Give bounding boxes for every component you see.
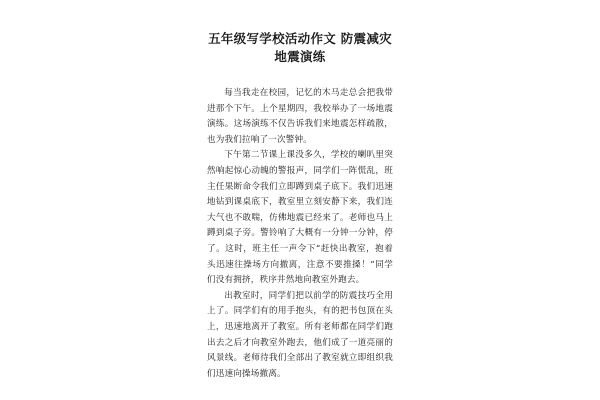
paragraph-2: 下午第二节课上课没多久，学校的喇叭里突然响起惊心动魄的警报声，同学们一阵慌乱，班主任果断命令我们立即蹲到桌子底下。我们迅速地钻到课桌底下，教室里立刻安静下来，我们连大气也不敢喘，仿佛地震已经来了。老师也马上蹲到桌子旁。警铃响了大概有一分钟一分钟，停了。这时，班主任一声令下“赶快出教室，抱着头迅速往操场方向撤离，注意不要推搡！”同学们没有拥挤，秩序井然地向教室外跑去。 (207, 150, 393, 286)
document-title: 五年级写学校活动作文 防震减灾 地震演练 (208, 31, 392, 64)
paragraph-3: 出教室时，同学们把以前学的防震技巧全用上了。同学们有的用手抱头，有的把书包顶在头上，迅速地离开了教室。所有老师都在同学们跑出去之后才向教室外跑去，他们成了一道亮丽的风景线。老师待我们全部出了教室就立即组织我们迅速向操场撤离。 (207, 290, 393, 379)
document-page (207, 30, 393, 382)
paragraph-1: 每当我走在校园，记忆的木马走总会把我带进那个下午。上个星期四，我校举办了一场地震演练。这场演练不仅告诉我们来地震怎样疏散，也为我们拉响了一次警钟。 (207, 88, 393, 145)
